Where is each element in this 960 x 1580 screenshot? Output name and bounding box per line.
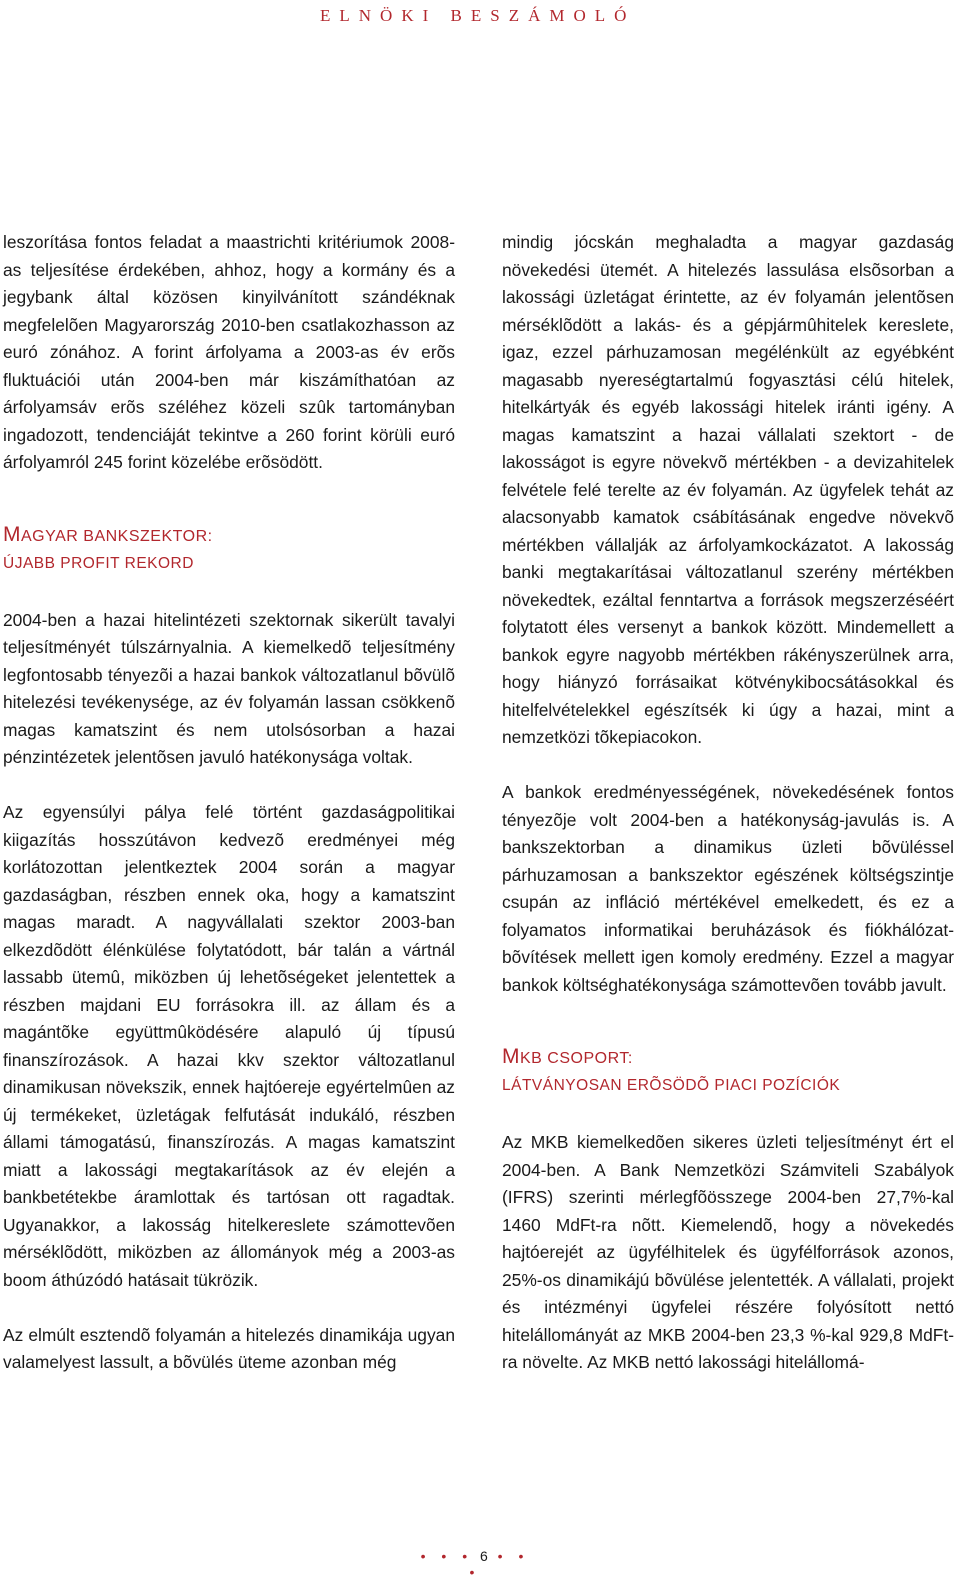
section-heading-subtitle: LÁTVÁNYOSAN ERÕSÖDÕ PIACI POZÍCIÓK <box>502 1077 841 1094</box>
left-column <box>3 229 455 1377</box>
body-paragraph: mindig jócskán meghaladta a magyar gazdaság növekedési ütemét. A hitelezés lassulása elsõsorban a lakossági üzletágat érintette, az év folyamán jelentõsen mérséklõdött a lakás- és a gépjármûhitelek kereslete, igaz, ezzel párhuzamosan megélénkült az egyébként magasabb nyereségtartalmú fogyasztási célú hitelek, hitelkártyák és egyéb lakossági hitelek iránti igény. A magas kamatszint a hazai vállalati szektort - de lakosságot is egyre növekvõ mértékben - a devizahitelek felvétele felé terelte az év folyamán. Az ügyfelek tehát az alacsonyabb kamatok csábításának engedve növekvõ mértékben vállalják az árfolyamkockázatot. A lakosság banki megtakarításai változatlanul szerény mértékben növekedtek, ezáltal fenntartva a források megszerzéséért folytatott éles versenyt a bankok között. Mindemellett a bankok egyre nagyobb mértékben rákényszerülnek arra, hogy hiányzó forrásaikat kötvénykibocsátásokkal és hitelfelvételekkel egészítsék ki úgy a hazai, mint a nemzetközi tõkepiacokon. <box>502 232 954 747</box>
page-number: 6 <box>479 1548 491 1564</box>
body-paragraph: A bankok eredményességének, növekedésének fontos tényezõje volt 2004-ben a hatékonyság-javulás is. A bankszektorban a dinamikus üzleti bõvüléssel párhuzamosan a bankszektor egészének költségszintje csupán az infláció mértékével emelkedett, és ez a folyamatos informatikai beruházások és fiókhálózat-bõvítések mellett igen komoly eredmény. Ezzel a magyar bankok költséghatékonysága számottevõen tovább javult. <box>502 782 954 995</box>
footer-dots-left: • • • <box>420 1548 474 1564</box>
body-paragraph: Az egyensúlyi pálya felé történt gazdaságpolitikai kiigazítás hosszútávon kedvezõ eredményei még korlátozottan jelentkeztek 2004 során a magyar gazdaságban, részben ennek oka, hogy a kamatszint magas maradt. A nagyvállalati szektor 2003-ban elkezdõdött élénkülése folytatódott, bár talán a vártnál lassabb ütemû, miközben új lehetõségeket jelentettek a részben majdani EU forrásokra ill. az állam és a magántõke együttmûködésére alapuló új típusú finanszírozások. A hazai kkv szektor változatlanul dinamikusan növekszik, ennek hajtóereje egyértelmûen az új termékeket, üzletágak felfutását indukáló, részben állami támogatású, finanszírozás. A magas kamatszint miatt a lakossági megtakarítások az év elején a bankbetétekbe áramlottak és tartósan ott ragadtak. Ugyanakkor, a lakosság hitelkereslete számottevõen mérséklõdött, miközben az állományok még a 2003-as boom áthúzódó hatásait tükrözik. <box>3 802 455 1290</box>
page-footer <box>420 1548 530 1580</box>
body-paragraph: leszorítása fontos feladat a maastrichti kritériumok 2008-as teljesítése érdekében, ahhoz, hogy a kormány és a jegybank által közösen kinyilvánított szándéknak megfelelõen Magyarország 2010-ben csatlakozhasson az euró zónához. A forint árfolyama a 2003-as év erõs fluktuációi után 2004-ben már kiszámíthatóan az árfolyamsáv erõs széléhez közeli szûk tartományban ingadozott, tendenciáját tekintve a 260 forint körüli euró árfolyamról 245 forint közelébe erõsödött. <box>3 232 455 472</box>
footer-dots-right: • • • <box>469 1548 530 1580</box>
section-heading <box>3 521 455 577</box>
section-heading-subtitle: ÚJABB PROFIT REKORD <box>3 554 194 572</box>
body-paragraph: 2004-ben a hazai hitelintézeti szektornak sikerült tavalyi teljesítményét túlszárnyalnia. A kiemelkedõ teljesítmény legfontosabb tényezõi a hazai bankok változatlanul bõvülõ hitelezési tevékenysége, az év folyamán lassan csökkenõ magas kamatszint és nem utolsósorban a hazai pénzintézetek jelentõsen javuló hatékonysága voltak. <box>3 609 455 767</box>
running-header: ELNÖKI BESZÁMOLÓ <box>320 6 636 25</box>
right-column <box>502 229 954 1377</box>
section-heading-title: MAGYAR BANKSZEKTOR: <box>3 522 213 546</box>
body-paragraph: Az elmúlt esztendõ folyamán a hitelezés dinamikája ugyan valamelyest lassult, a bõvülés üteme azonban még <box>3 1324 455 1372</box>
body-paragraph: Az MKB kiemelkedõen sikeres üzleti teljesítményt ért el 2004-ben. A Bank Nemzetközi Számviteli Szabályok (IFRS) szerinti mérlegfõösszege 2004-ben 27,7%-kal 1460 MdFt-ra nõtt. Kiemelendõ, hogy a növekedés hajtóerejét az ügyfélhitelek és ügyfélforrások azonos, 25%-os dinamikájú bõvülése jelentették. A vállalati, projekt és intézményi ügyfelei részére folyósított nettó hitelállományát az MKB 2004-ben 23,3 %-kal 929,8 MdFt-ra növelte. Az MKB nettó lakossági hitelállomá- <box>502 1132 954 1372</box>
section-heading <box>502 1043 954 1099</box>
section-heading-title: MKB CSOPORT: <box>502 1045 633 1068</box>
